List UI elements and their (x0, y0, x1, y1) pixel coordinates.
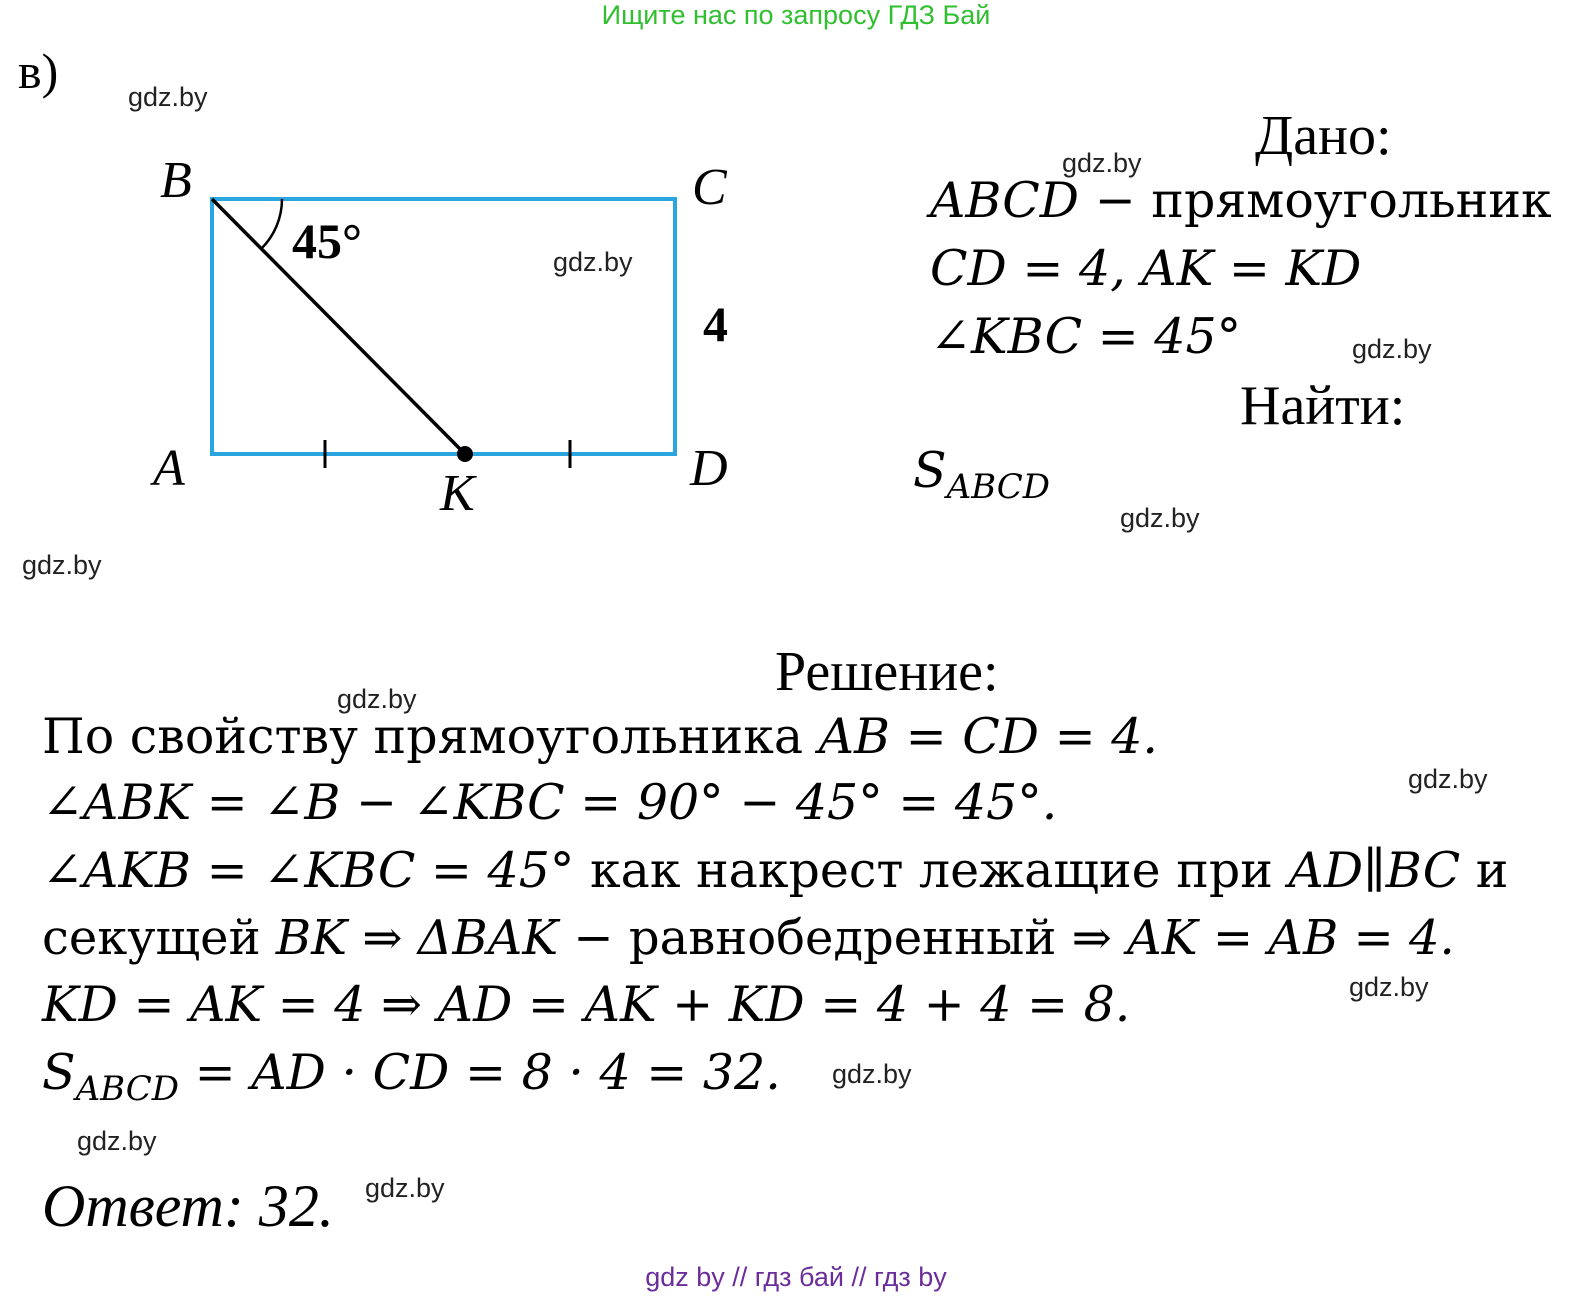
watermark: gdz.by (1352, 334, 1432, 364)
vertex-label-b: B (160, 152, 192, 209)
part-label: в) (18, 43, 59, 99)
vertex-label-a: A (153, 440, 185, 497)
solution-line-6: $S_{ABCD}$ = AD · CD = 8 · 4 = 32. (42, 1044, 781, 1109)
solution-line-4: секущей BK ⇒ ΔBAK − равнобедренный ⇒ AK = AB = 4. (42, 910, 1455, 966)
watermark: gdz.by (337, 684, 417, 714)
find-value: $S_{ABCD}$ (913, 442, 1051, 507)
solution-line-3: ∠AKB = ∠KBC = 45° как накрест лежащие при AD∥BC и (42, 842, 1509, 899)
watermark: gdz.by (832, 1059, 912, 1089)
watermark: gdz.by (365, 1173, 445, 1203)
watermark: gdz.by (22, 550, 102, 580)
solution-line-1: По свойству прямоугольника AB = CD = 4. (42, 708, 1158, 765)
vertex-label-c: C (692, 159, 727, 216)
solution-line-2: ∠ABK = ∠B − ∠KBC = 90° − 45° = 45°. (42, 774, 1058, 831)
watermark: gdz.by (1120, 503, 1200, 533)
given-line-3: ∠KBC = 45° (930, 308, 1242, 365)
watermark: gdz.by (77, 1126, 157, 1156)
side-label-cd: 4 (703, 296, 728, 352)
find-heading: Найти: (1240, 375, 1406, 437)
rectangle-figure (0, 0, 800, 560)
point-k (457, 446, 473, 462)
watermark: gdz.by (1349, 972, 1429, 1002)
solution-line-5: KD = AK = 4 ⇒ AD = AK + KD = 4 + 4 = 8. (42, 976, 1131, 1033)
solution-heading: Решение: (775, 641, 999, 703)
answer: Ответ: 32. (42, 1173, 334, 1239)
bottom-banner: gdz by // гдз бай // гдз by (645, 1262, 947, 1292)
rectangle-abcd (212, 199, 675, 454)
angle-label: 45° (292, 213, 362, 269)
given-line-1: ABCD − прямоугольник (930, 172, 1552, 229)
given-line-2: CD = 4, AK = KD (930, 240, 1362, 297)
watermark: gdz.by (1408, 764, 1488, 794)
watermark: gdz.by (1062, 148, 1142, 178)
angle-arc (261, 199, 282, 249)
watermark: gdz.by (553, 247, 633, 277)
given-heading: Дано: (1255, 105, 1392, 167)
top-banner: Ищите нас по запросу ГДЗ Бай (601, 0, 991, 30)
vertex-label-k: K (440, 465, 475, 522)
watermark: gdz.by (128, 82, 208, 112)
vertex-label-d: D (690, 440, 728, 497)
